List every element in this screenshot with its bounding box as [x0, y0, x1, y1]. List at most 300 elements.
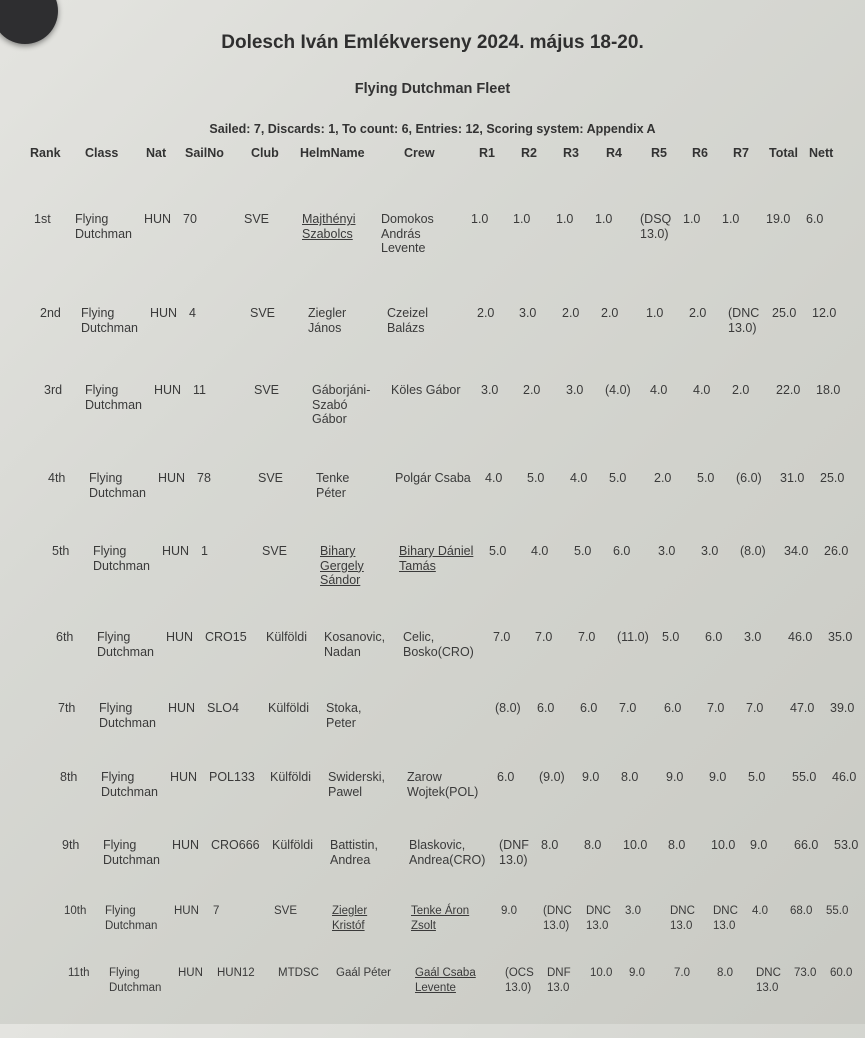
cell-line: Gaál Csaba — [415, 967, 476, 979]
cell-club: SVE — [274, 905, 298, 917]
cell-nett: 53.0 — [834, 838, 859, 852]
cell-line: 13.0 — [586, 919, 609, 932]
header-nat: Nat — [146, 146, 167, 160]
cell-nat: HUN — [172, 838, 200, 852]
cell-line: Gáborjáni- — [312, 383, 371, 397]
cell-crew — [387, 306, 428, 335]
cell-nett: 60.0 — [830, 967, 853, 979]
cell-line: Zarow — [407, 770, 442, 784]
cell-line: 1.0 — [595, 212, 613, 226]
cell-line: Dutchman — [75, 226, 132, 241]
cell-r2 — [531, 544, 548, 559]
cell-r6 — [689, 306, 706, 321]
cell-r1 — [505, 966, 534, 995]
cell-sailno: 11 — [193, 383, 206, 397]
cell-line: 2.0 — [732, 383, 750, 397]
header-crew: Crew — [404, 146, 435, 160]
cell-line: Nadan — [324, 644, 361, 659]
header-r1: R1 — [479, 146, 495, 160]
cell-r2 — [547, 966, 571, 995]
table-row — [0, 630, 865, 702]
cell-line: 4.0 — [693, 383, 711, 397]
cell-nett: 39.0 — [830, 701, 855, 715]
cell-class — [109, 966, 161, 995]
cell-r6 — [707, 701, 724, 716]
cell-r5 — [646, 306, 663, 321]
cell-line: Domokos — [381, 212, 434, 226]
cell-nat: HUN — [178, 967, 203, 979]
cell-r3 — [580, 701, 597, 716]
cell-line: (9.0) — [539, 770, 565, 784]
cell-nett: 55.0 — [826, 905, 849, 917]
cell-r7 — [746, 701, 763, 716]
cell-club: SVE — [254, 383, 280, 397]
cell-sailno: 70 — [183, 212, 197, 226]
cell-line: Flying — [105, 905, 136, 917]
cell-line: Flying — [89, 471, 123, 485]
cell-line: 1.0 — [513, 212, 531, 226]
cell-club: SVE — [258, 471, 284, 485]
cell-line: 4.0 — [485, 471, 503, 485]
cell-line: Peter — [326, 715, 356, 730]
cell-crew — [381, 212, 434, 256]
cell-line: Gaál Péter — [336, 967, 391, 979]
cell-r1 — [495, 701, 521, 716]
cell-line: Balázs — [387, 320, 425, 335]
cell-r3 — [582, 770, 599, 785]
cell-r1 — [485, 471, 502, 486]
cell-r3 — [562, 306, 579, 321]
cell-r7 — [750, 838, 767, 853]
fleet-subtitle: Flying Dutchman Fleet — [354, 81, 511, 97]
cell-line: DNC — [713, 905, 738, 917]
cell-line: 5.0 — [574, 544, 592, 558]
cell-r6 — [697, 471, 714, 486]
cell-line: DNF — [547, 967, 571, 979]
cell-r4 — [619, 701, 636, 716]
cell-line: 10.0 — [623, 838, 648, 852]
cell-line: Sándor — [320, 573, 361, 587]
cell-line: 2.0 — [562, 306, 580, 320]
cell-r4 — [629, 966, 645, 981]
cell-class — [75, 212, 132, 241]
cell-line: Bihary Dániel — [399, 544, 474, 558]
cell-sailno: HUN12 — [217, 967, 255, 979]
page-title: Dolesch Iván Emlékverseny 2024. május 18-20. — [221, 32, 644, 53]
cell-r4 — [625, 904, 641, 919]
cell-line: 3.0 — [519, 306, 537, 320]
cell-r3 — [566, 383, 583, 398]
cell-class — [99, 701, 156, 730]
cell-r2 — [527, 471, 544, 486]
cell-r6 — [709, 770, 726, 785]
cell-nat: HUN — [168, 701, 196, 715]
cell-line: DNC — [586, 905, 611, 917]
cell-line: 13.0) — [499, 852, 528, 867]
table-row — [0, 212, 865, 284]
cell-r1 — [499, 838, 529, 867]
cell-rank: 2nd — [40, 306, 61, 320]
cell-total: 25.0 — [772, 306, 797, 320]
cell-class — [105, 904, 157, 933]
cell-line: DNC — [756, 967, 781, 979]
header-r3: R3 — [563, 146, 579, 160]
cell-sailno: POL133 — [209, 770, 255, 784]
cell-line: DNC — [670, 905, 695, 917]
cell-total: 22.0 — [776, 383, 801, 397]
cell-line: 6.0 — [537, 701, 555, 715]
cell-nat: HUN — [154, 383, 182, 397]
cell-r7 — [728, 306, 759, 335]
cell-class — [97, 630, 154, 659]
cell-r3 — [586, 904, 611, 933]
cell-total: 46.0 — [788, 630, 813, 644]
cell-line: (8.0) — [740, 544, 766, 558]
cell-r4 — [621, 770, 638, 785]
cell-club: MTDSC — [278, 967, 319, 979]
cell-crew — [407, 770, 478, 799]
cell-line: Gergely — [320, 558, 364, 573]
cell-line: 7.0 — [707, 701, 725, 715]
cell-helm — [336, 966, 391, 981]
cell-club: Külföldi — [272, 838, 313, 852]
cell-r2 — [539, 770, 565, 785]
cell-club: Külföldi — [270, 770, 311, 784]
scoring-summary: Sailed: 7, Discards: 1, To count: 6, Entries: 12, Scoring system: Appendix A — [209, 122, 656, 136]
cell-nat: HUN — [144, 212, 172, 226]
cell-r4 — [605, 383, 631, 398]
cell-helm — [312, 383, 370, 427]
cell-helm — [302, 212, 356, 241]
cell-line: 1.0 — [556, 212, 574, 226]
cell-sailno: CRO15 — [205, 630, 247, 644]
cell-rank: 11th — [68, 967, 90, 979]
cell-r5 — [664, 701, 681, 716]
cell-r3 — [556, 212, 573, 227]
cell-total: 19.0 — [766, 212, 791, 226]
cell-r3 — [570, 471, 587, 486]
cell-helm — [332, 904, 367, 933]
cell-line: Ziegler — [332, 905, 368, 917]
table-row — [0, 838, 865, 910]
cell-r2 — [541, 838, 558, 853]
cell-line: 2.0 — [654, 471, 672, 485]
cell-r4 — [613, 544, 630, 559]
cell-line: 3.0 — [625, 905, 641, 917]
cell-sailno: 78 — [197, 471, 211, 485]
cell-line: Flying — [85, 383, 119, 397]
cell-nat: HUN — [150, 306, 178, 320]
cell-r2 — [513, 212, 530, 227]
cell-total: 68.0 — [790, 905, 813, 917]
cell-line: Szabó — [312, 397, 348, 412]
cell-crew — [395, 471, 471, 486]
cell-line: Battistin, — [330, 838, 378, 852]
cell-line: (8.0) — [495, 701, 521, 715]
cell-r1 — [501, 904, 517, 919]
cell-line: (DNC — [728, 306, 760, 320]
cell-line: (OCS — [505, 967, 534, 979]
cell-nett: 25.0 — [820, 471, 845, 485]
cell-line: 13.0) — [640, 226, 669, 241]
cell-line: 9.0 — [582, 770, 600, 784]
cell-line: 5.0 — [697, 471, 715, 485]
cell-line: 13.0) — [728, 320, 757, 335]
cell-line: 10.0 — [711, 838, 736, 852]
cell-nat: HUN — [174, 905, 199, 917]
cell-line: 7.0 — [619, 701, 637, 715]
cell-club: SVE — [250, 306, 276, 320]
cell-line: (11.0) — [617, 630, 649, 644]
cell-r5 — [658, 544, 675, 559]
cell-r2 — [543, 904, 572, 933]
cell-line: Polgár Csaba — [395, 471, 471, 485]
cell-line: (6.0) — [736, 471, 762, 485]
cell-helm — [326, 701, 361, 730]
cell-line: Kosanovic, — [324, 630, 386, 644]
cell-total: 73.0 — [794, 967, 817, 979]
header-class: Class — [85, 146, 119, 160]
cell-r3 — [584, 838, 601, 853]
cell-rank: 9th — [62, 838, 80, 852]
cell-line: 10.0 — [590, 967, 613, 979]
cell-r5 — [650, 383, 667, 398]
cell-line: Flying — [99, 701, 133, 715]
cell-r7 — [744, 630, 761, 645]
cell-line: Flying — [93, 544, 127, 558]
cell-r5 — [662, 630, 679, 645]
header-helm: HelmName — [300, 146, 365, 160]
cell-line: 9.0 — [750, 838, 768, 852]
cell-line: Swiderski, — [328, 770, 385, 784]
cell-line: 2.0 — [477, 306, 495, 320]
cell-r1 — [493, 630, 510, 645]
cell-line: Dutchman — [89, 485, 146, 500]
cell-total: 66.0 — [794, 838, 819, 852]
cell-line: 13.0 — [756, 981, 779, 994]
cell-r7 — [732, 383, 749, 398]
cell-total: 55.0 — [792, 770, 817, 784]
cell-line: Dutchman — [81, 320, 138, 335]
cell-line: 7.0 — [746, 701, 764, 715]
table-row — [0, 471, 865, 543]
cell-rank: 8th — [60, 770, 78, 784]
cell-line: Dutchman — [93, 558, 150, 573]
cell-r7 — [736, 471, 762, 486]
cell-line: János — [308, 320, 342, 335]
cell-line: 5.0 — [489, 544, 507, 558]
cell-line: (DSQ — [640, 212, 672, 226]
cell-line: Flying — [75, 212, 109, 226]
cell-r6 — [711, 838, 735, 853]
cell-line: 7.0 — [493, 630, 511, 644]
header-r4: R4 — [606, 146, 622, 160]
cell-helm — [316, 471, 349, 500]
cell-line: Szabolcs — [302, 226, 353, 241]
cell-r2 — [535, 630, 552, 645]
cell-line: 13.0) — [505, 981, 532, 994]
table-row — [0, 383, 865, 455]
cell-r5 — [640, 212, 671, 241]
cell-line: Dutchman — [85, 397, 142, 412]
cell-line: 5.0 — [748, 770, 766, 784]
cell-line: 8.0 — [541, 838, 559, 852]
cell-line: 5.0 — [609, 471, 627, 485]
cell-line: Ziegler — [308, 306, 347, 320]
cell-line: Levente — [381, 241, 426, 255]
cell-class — [89, 471, 146, 500]
cell-line: Kristóf — [332, 919, 365, 932]
cell-line: Péter — [316, 485, 346, 500]
cell-line: Bihary — [320, 544, 356, 558]
cell-total: 47.0 — [790, 701, 815, 715]
cell-rank: 6th — [56, 630, 74, 644]
cell-crew — [399, 544, 473, 573]
cell-line: 8.0 — [584, 838, 602, 852]
cell-rank: 1st — [34, 212, 51, 226]
cell-line: Majthényi — [302, 212, 356, 226]
cell-sailno: CRO666 — [211, 838, 260, 852]
cell-line: Flying — [103, 838, 137, 852]
cell-r6 — [701, 544, 718, 559]
table-row — [0, 701, 865, 773]
header-r5: R5 — [651, 146, 667, 160]
cell-line: Gábor — [312, 412, 347, 426]
header-r6: R6 — [692, 146, 708, 160]
cell-line: 3.0 — [744, 630, 762, 644]
cell-r1 — [471, 212, 488, 227]
cell-line: András — [381, 226, 421, 241]
cell-line: (DNF — [499, 838, 529, 852]
cell-nat: HUN — [170, 770, 198, 784]
cell-r6 — [693, 383, 710, 398]
header-r2: R2 — [521, 146, 537, 160]
cell-r7 — [722, 212, 739, 227]
cell-rank: 4th — [48, 471, 66, 485]
cell-r3 — [590, 966, 612, 981]
header-club: Club — [251, 146, 279, 160]
cell-r2 — [519, 306, 536, 321]
cell-line: Tenke — [316, 471, 350, 485]
cell-line: Blaskovic, — [409, 838, 466, 852]
cell-line: 13.0 — [713, 919, 736, 932]
cell-line: 5.0 — [662, 630, 680, 644]
cell-nat: HUN — [162, 544, 190, 558]
cell-line: 13.0 — [547, 981, 570, 994]
cell-line: (DNC — [543, 905, 572, 917]
cell-club: SVE — [262, 544, 288, 558]
cell-line: 7.0 — [674, 967, 690, 979]
cell-line: 3.0 — [701, 544, 719, 558]
cell-line: 3.0 — [658, 544, 676, 558]
cell-line: 6.0 — [664, 701, 682, 715]
cell-r7 — [748, 770, 765, 785]
cell-r4 — [595, 212, 612, 227]
cell-sailno: 1 — [201, 544, 208, 558]
cell-r7 — [740, 544, 766, 559]
cell-nett: 6.0 — [806, 212, 824, 226]
cell-line: Flying — [97, 630, 131, 644]
cell-class — [93, 544, 150, 573]
cell-line: Dutchman — [101, 784, 158, 799]
cell-line: 3.0 — [481, 383, 499, 397]
cell-crew — [411, 904, 469, 933]
cell-crew — [415, 966, 476, 995]
cell-r6 — [705, 630, 722, 645]
cell-crew — [409, 838, 485, 867]
cell-r1 — [477, 306, 494, 321]
table-row — [0, 966, 865, 1038]
cell-r5 — [654, 471, 671, 486]
cell-r6 — [717, 966, 733, 981]
cell-line: 6.0 — [580, 701, 598, 715]
header-nett: Nett — [809, 146, 834, 160]
cell-line: Czeizel — [387, 306, 428, 320]
cell-club: SVE — [244, 212, 270, 226]
cell-line: Celic, — [403, 630, 435, 644]
cell-line: 9.0 — [709, 770, 727, 784]
cell-line: 9.0 — [666, 770, 684, 784]
cell-line: 6.0 — [613, 544, 631, 558]
cell-line: 2.0 — [523, 383, 541, 397]
cell-line: 8.0 — [717, 967, 733, 979]
cell-line: 6.0 — [497, 770, 515, 784]
cell-nett: 26.0 — [824, 544, 849, 558]
cell-line: 8.0 — [621, 770, 639, 784]
cell-line: 4.0 — [531, 544, 549, 558]
cell-line: Dutchman — [99, 715, 156, 730]
cell-r5 — [670, 904, 695, 933]
cell-line: Levente — [415, 981, 456, 994]
cell-class — [101, 770, 158, 799]
cell-line: Köles Gábor — [391, 383, 461, 397]
cell-helm — [320, 544, 364, 588]
header-r7: R7 — [733, 146, 749, 160]
cell-nat: HUN — [166, 630, 194, 644]
cell-r1 — [497, 770, 514, 785]
header-total: Total — [769, 146, 798, 160]
table-row — [0, 544, 865, 616]
cell-class — [103, 838, 160, 867]
cell-line: Tamás — [399, 558, 436, 573]
cell-line: 4.0 — [570, 471, 588, 485]
cell-line: 1.0 — [471, 212, 489, 226]
cell-line: Flying — [101, 770, 135, 784]
cell-helm — [328, 770, 385, 799]
cell-rank: 10th — [64, 905, 87, 917]
cell-r7 — [756, 966, 781, 995]
cell-line: Wojtek(POL) — [407, 784, 479, 799]
cell-total: 34.0 — [784, 544, 809, 558]
cell-line: 8.0 — [668, 838, 686, 852]
cell-club: Külföldi — [266, 630, 307, 644]
cell-r4 — [617, 630, 649, 645]
cell-sailno: SLO4 — [207, 701, 239, 715]
cell-line: Zsolt — [411, 919, 436, 932]
cell-line: Flying — [81, 306, 115, 320]
cell-rank: 7th — [58, 701, 76, 715]
cell-r6 — [713, 904, 738, 933]
cell-r4 — [623, 838, 647, 853]
cell-line: Dutchman — [109, 981, 162, 994]
cell-line: 3.0 — [566, 383, 584, 397]
cell-line: 5.0 — [527, 471, 545, 485]
cell-helm — [324, 630, 385, 659]
cell-nett: 12.0 — [812, 306, 837, 320]
cell-r1 — [481, 383, 498, 398]
cell-line: Tenke Áron — [411, 905, 470, 917]
cell-total: 31.0 — [780, 471, 805, 485]
